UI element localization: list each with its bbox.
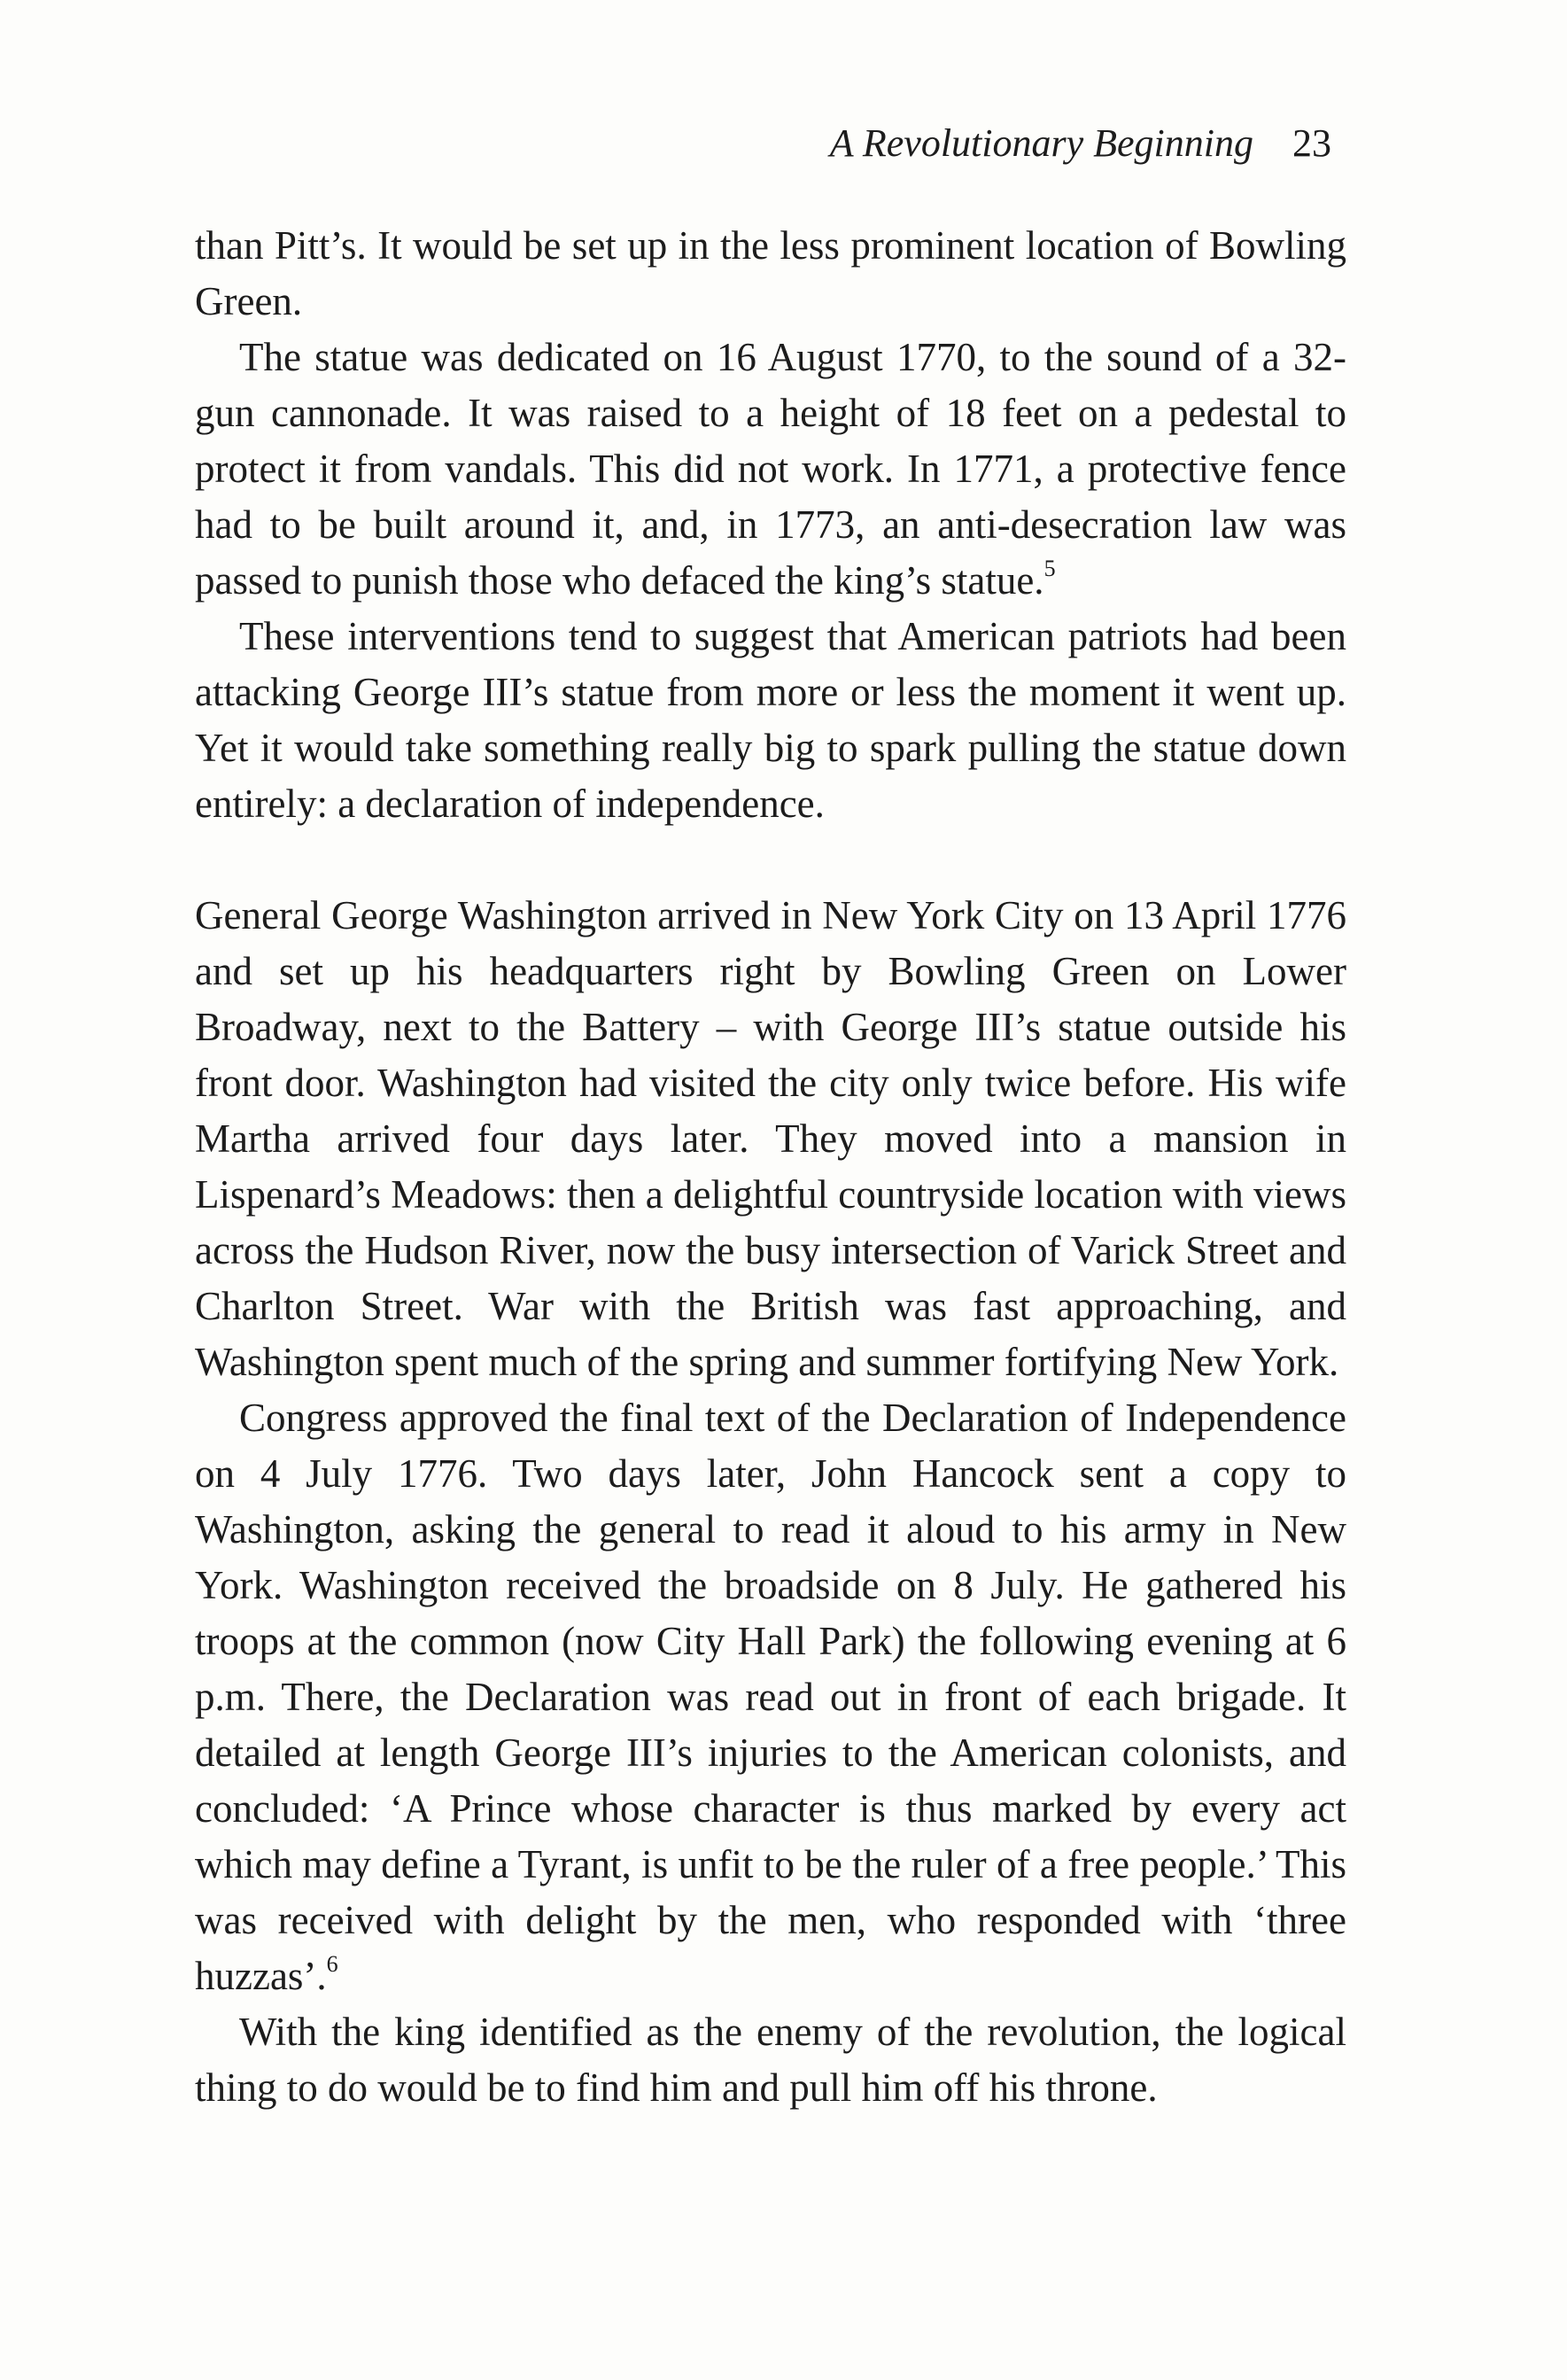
body-text [195,218,1346,2116]
paragraph-1: than Pitt’s. It would be set up in the less prominent location of Bowling Green. [195,223,1346,323]
running-title: A Revolutionary Beginning [829,121,1253,165]
running-head [829,121,1331,165]
paragraph-4: General George Washington arrived in New York City on 13 April 1776 and set up his headquarters right by Bowling Green on Lower Broadway, next to the Battery – with George III’s statue outside his front door. Washington had visited the city only twice before. His wife Martha arrived four days later. They moved into a mansion in Lispenard’s Meadows: then a delightful countryside location with views across the Hudson River, now the busy intersection of Varick Street and Charlton Street. War with the British was fast approaching, and Washington spent much of the spring and summer fortifying New York. [195,893,1346,1384]
paragraph-2: The statue was dedicated on 16 August 1770, to the sound of a 32-gun cannonade. It was raised to a height of 18 feet on a pedestal to protect it from vandals. This did not work. In 1771, a protective fence had to be built around it, and, in 1773, an anti-desecration law was passed to punish those who defaced the king’s statue.$^5$ [195,335,1346,603]
paragraph-6: With the king identified as the enemy of the revolution, the logical thing to do would be to find him and pull him off his throne. [195,2010,1346,2110]
page-number: 23 [1292,121,1331,165]
paragraph-5: Congress approved the final text of the Declaration of Independence on 4 July 1776. Two days later, John Hancock sent a copy to Washington, asking the general to read it aloud to his army in New York. Washington received the broadside on 8 July. He gathered his troops at the common (now City Hall Park) the following evening at 6 p.m. There, the Declaration was read out in front of each brigade. It detailed at length George III’s injuries to the American colonists, and concluded: ‘A Prince whose character is thus marked by every act which may define a Tyrant, is unfit to be the ruler of a free people.’ This was received with delight by the men, who responded with ‘three huzzas’.$^6$ [195,1396,1346,1998]
footnote-ref-6[interactable]: 6 [326,1951,338,1977]
paragraph-3: These interventions tend to suggest that American patriots had been attacking George III’s statue from more or less the moment it went up. Yet it would take something really big to spark pulling the statue down entirely: a declaration of independence. [195,614,1346,826]
footnote-ref-5[interactable]: 5 [1043,556,1056,581]
